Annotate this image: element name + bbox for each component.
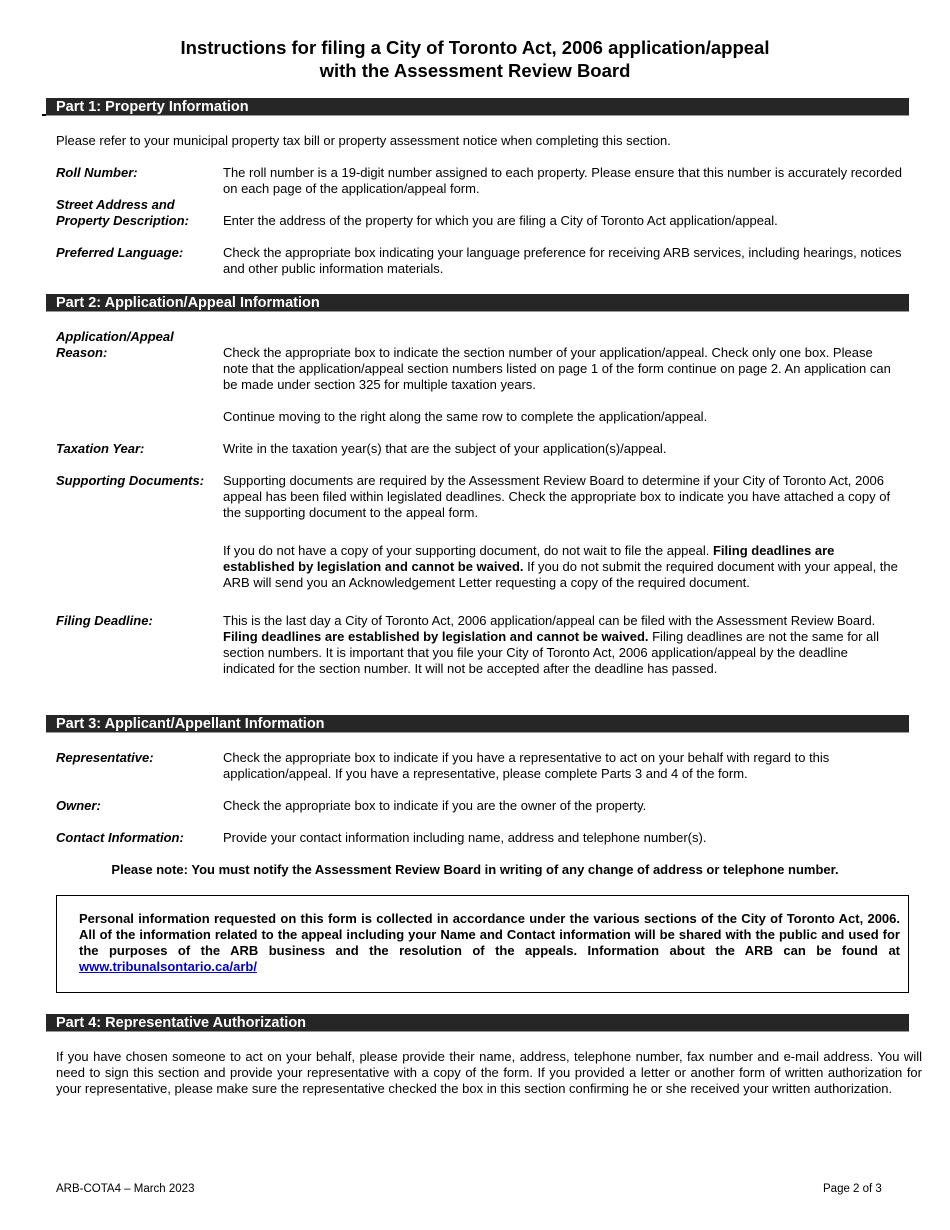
contact-information-label: Contact Information:	[56, 830, 184, 845]
taxation-year-label: Taxation Year:	[56, 441, 145, 456]
taxation-year-text: Write in the taxation year(s) that are the subject of your application(s)/appeal.	[223, 441, 667, 456]
street-address-label-line-2: Property Description:	[56, 213, 189, 228]
supporting-text-2c: If you do not submit the required document with your appeal, the ARB will send you an Acknowledgement Letter requesting a copy of the required document.	[223, 559, 898, 590]
arb-website-link[interactable]: www.tribunalsontario.ca/arb/	[79, 959, 257, 974]
filing-deadline-text	[223, 613, 903, 677]
deadline-warning: Filing deadlines are established by legislation and cannot be waived.	[223, 629, 649, 644]
roll-number-label: Roll Number:	[56, 165, 138, 180]
title-line-1: Instructions for filing a City of Toronto Act, 2006 application/appeal	[180, 37, 770, 58]
part1-heading: Part 1: Property Information	[46, 98, 909, 116]
page-number: Page 2 of 3	[823, 1183, 882, 1195]
part1-intro: Please refer to your municipal property tax bill or property assessment notice when completing this section.	[56, 133, 671, 148]
supporting-text-2a: If you do not have a copy of your supporting document, do not wait to file the appeal.	[223, 543, 713, 558]
representative-label: Representative:	[56, 750, 154, 765]
privacy-notice-box	[56, 895, 909, 993]
document-title	[0, 36, 950, 82]
preferred-language-label: Preferred Language:	[56, 245, 184, 260]
privacy-notice-text: Personal information requested on this form is collected in accordance under the various sections of the City of Toronto Act, 2006. All of the information related to the appeal including your Name and Contact information will be shared with the public and used for the purposes of the ARB business and the resolution of the appeals. Information about the ARB can be found at	[79, 911, 900, 958]
roll-number-text: The roll number is a 19-digit number assigned to each property. Please ensure that this number is accurately recorded on each page of the application/appeal form.	[223, 165, 903, 196]
part2-heading: Part 2: Application/Appeal Information	[46, 294, 909, 312]
supporting-documents-text: Supporting documents are required by the Assessment Review Board to determine if your City of Toronto Act, 2006 appeal has been filed within legislated deadlines. Check the appropriate box to indicate you have attached a copy of the supporting document to the appeal form.	[223, 473, 891, 520]
owner-label: Owner:	[56, 798, 101, 813]
filing-deadline-label: Filing Deadline:	[56, 613, 153, 628]
part4-text: If you have chosen someone to act on your behalf, please provide their name, address, telephone number, fax number and e-mail address. You will need to sign this section and provide your representative with a copy of the form. If you provided a letter or another form of written authorization for your representative, please make sure the representative checked the box in this section confirming he or she received your written authorization.	[56, 1049, 922, 1096]
street-address-label	[56, 197, 221, 229]
supporting-documents-text-2	[223, 543, 903, 591]
owner-text: Check the appropriate box to indicate if you are the owner of the property.	[223, 798, 647, 813]
appeal-reason-text: Check the appropriate box to indicate the section number of your application/appeal. Check only one box. Please note that the application/appeal section numbers listed on page 1 of the form continue on page 2. An application can be made under section 325 for multiple taxation years.	[223, 345, 891, 392]
street-address-label-line-1: Street Address and	[56, 197, 175, 212]
part3-heading: Part 3: Applicant/Appellant Information	[46, 715, 909, 733]
preferred-language-text: Check the appropriate box indicating your language preference for receiving ARB services, including hearings, notices and other public information materials.	[223, 245, 902, 276]
appeal-reason-label	[56, 329, 221, 361]
supporting-deadline-warning: Filing deadlines are established by legislation and cannot be waived.	[223, 543, 835, 574]
deadline-text-a: This is the last day a City of Toronto Act, 2006 application/appeal can be filed with the Assessment Review Board.	[223, 613, 876, 628]
supporting-documents-label: Supporting Documents:	[56, 473, 205, 488]
appeal-reason-label-line-2: Reason:	[56, 345, 108, 360]
appeal-reason-label-line-1: Application/Appeal	[56, 329, 174, 344]
part4-heading: Part 4: Representative Authorization	[46, 1014, 909, 1032]
street-address-text: Enter the address of the property for which you are filing a City of Toronto Act application/appeal.	[223, 213, 778, 228]
appeal-reason-text-2: Continue moving to the right along the same row to complete the application/appeal.	[223, 409, 708, 424]
representative-text: Check the appropriate box to indicate if you have a representative to act on your behalf with regard to this application/appeal. If you have a representative, please complete Parts 3 and 4 of the form.	[223, 750, 830, 781]
contact-information-text: Provide your contact information including name, address and telephone number(s).	[223, 830, 707, 845]
form-identifier: ARB-COTA4 – March 2023	[56, 1183, 195, 1195]
change-of-address-note: Please note: You must notify the Assessment Review Board in writing of any change of address or telephone number.	[111, 862, 839, 877]
deadline-text-c: Filing deadlines are not the same for all section numbers. It is important that you file your City of Toronto Act, 2006 application/appeal by the deadline indicated for the section number. It will not be accepted after the deadline has passed.	[223, 629, 880, 676]
title-line-2: with the Assessment Review Board	[319, 60, 631, 81]
